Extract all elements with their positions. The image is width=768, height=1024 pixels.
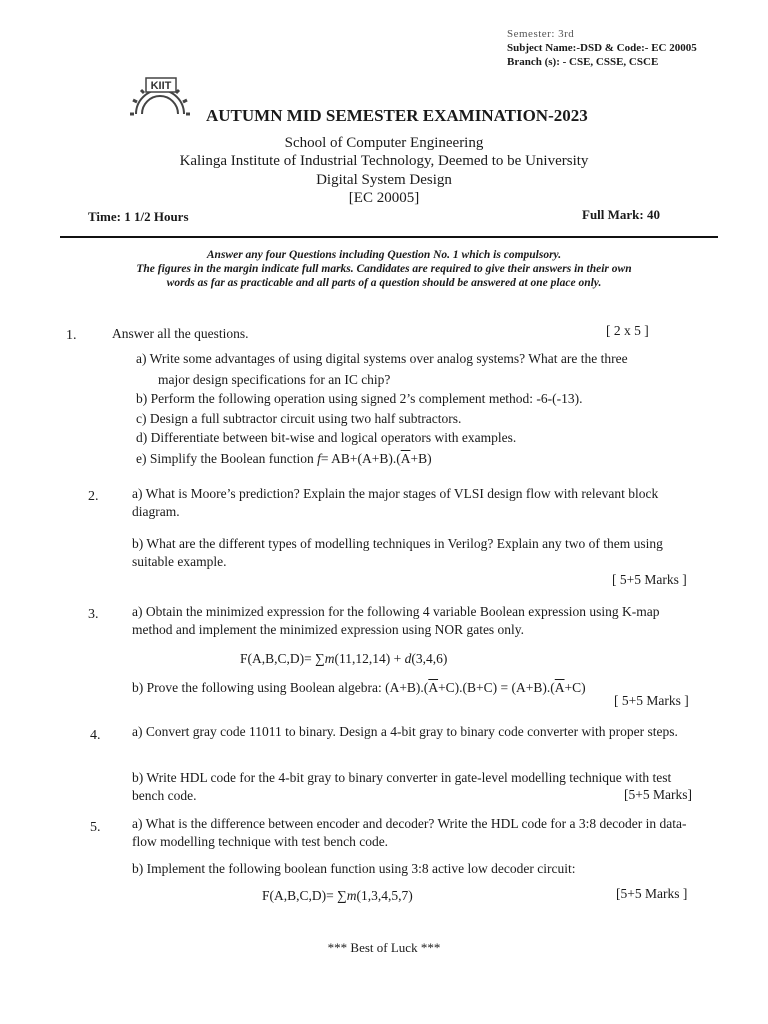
question-4-number: 4.: [90, 728, 101, 743]
course-code: [EC 20005]: [348, 190, 420, 206]
subject-label: Subject Name:-DSD & Code:- EC 20005: [507, 42, 697, 54]
instruction-line-2: The figures in the margin indicate full marks. Candidates are required to give their answers in their own: [136, 263, 632, 275]
question-2-part-b: b) What are the different types of modelling techniques in Verilog? Explain any two of them using suitable example.: [132, 536, 663, 569]
course-name: Digital System Design: [316, 172, 452, 188]
question-3-part-b: b) Prove the following using Boolean algebra: $(A+B).(\overline{A}+C).(B+C) = (A+B).(\overline{A}+C)$: [132, 680, 586, 695]
school-name: School of Computer Engineering: [284, 135, 484, 151]
footer-best-of-luck: *** Best of Luck ***: [327, 940, 441, 955]
question-4-marks: [5+5 Marks]: [624, 787, 692, 802]
question-1-part-a: a) Write some advantages of using digital systems over analog systems? What are the three: [136, 351, 628, 366]
question-5-equation: F(A,B,C,D)= ∑m(1,3,4,5,7): [262, 888, 413, 903]
question-4-part-a: a) Convert gray code 11011 to binary. Design a 4-bit gray to binary code converter with proper steps.: [132, 724, 678, 739]
question-1-part-e: e) Simplify the Boolean function $f= AB+(A+B).(\overline{A}+B)$: [136, 451, 432, 466]
question-3-marks: [ 5+5 Marks ]: [614, 693, 689, 708]
instruction-line-3: words as far as practicable and all parts of a question should be answered at one place only.: [166, 277, 602, 289]
question-4-part-b: b) Write HDL code for the 4-bit gray to binary converter in gate-level modelling technique with test bench code.: [132, 770, 672, 803]
question-3-part-a: a) Obtain the minimized expression for the following 4 variable Boolean expression using K-map method and implement the minimized expression using NOR gates only.: [132, 604, 660, 637]
question-1-part-c: c) Design a full subtractor circuit using two half subtractors.: [136, 411, 462, 426]
question-5-part-b: b) Implement the following boolean function using 3:8 active low decoder circuit:: [132, 861, 576, 876]
question-1-marks: [ 2 x 5 ]: [606, 323, 649, 338]
kiit-logo: [128, 74, 192, 122]
question-1-part-d: d) Differentiate between bit-wise and logical operators with examples.: [136, 430, 517, 445]
exam-title: AUTUMN MID SEMESTER EXAMINATION-2023: [206, 106, 588, 125]
header-divider: [60, 236, 718, 238]
full-mark-label: Full Mark: 40: [582, 207, 660, 222]
question-3-equation: F(A,B,C,D)= ∑m(11,12,14) + d(3,4,6): [240, 651, 448, 666]
time-label: Time: 1 1/2 Hours: [88, 209, 189, 224]
semester-label: Semester: 3rd: [507, 28, 575, 40]
question-2-marks: [ 5+5 Marks ]: [612, 572, 687, 587]
question-1-number: 1.: [66, 328, 77, 343]
question-1-intro: Answer all the questions.: [112, 326, 249, 341]
question-1-part-a-cont: major design specifications for an IC chip?: [158, 372, 391, 387]
question-5-number: 5.: [90, 820, 101, 835]
question-2-number: 2.: [88, 489, 99, 504]
question-5-part-a: a) What is the difference between encoder and decoder? Write the HDL code for a 3:8 decoder in data-flow modelling technique with test bench code.: [132, 816, 687, 849]
instruction-line-1: Answer any four Questions including Question No. 1 which is compulsory.: [206, 249, 562, 261]
question-3-number: 3.: [88, 607, 99, 622]
institute-name: Kalinga Institute of Industrial Technology, Deemed to be University: [179, 153, 589, 169]
logo-text: KIIT: [150, 80, 172, 92]
question-5-marks: [5+5 Marks ]: [616, 886, 688, 901]
branch-label: Branch (s): - CSE, CSSE, CSCE: [507, 56, 659, 68]
question-1-part-b: b) Perform the following operation using signed 2’s complement method: -6-(-13).: [136, 391, 583, 406]
question-2-part-a: a) What is Moore’s prediction? Explain the major stages of VLSI design flow with relevant block diagram.: [132, 486, 659, 519]
